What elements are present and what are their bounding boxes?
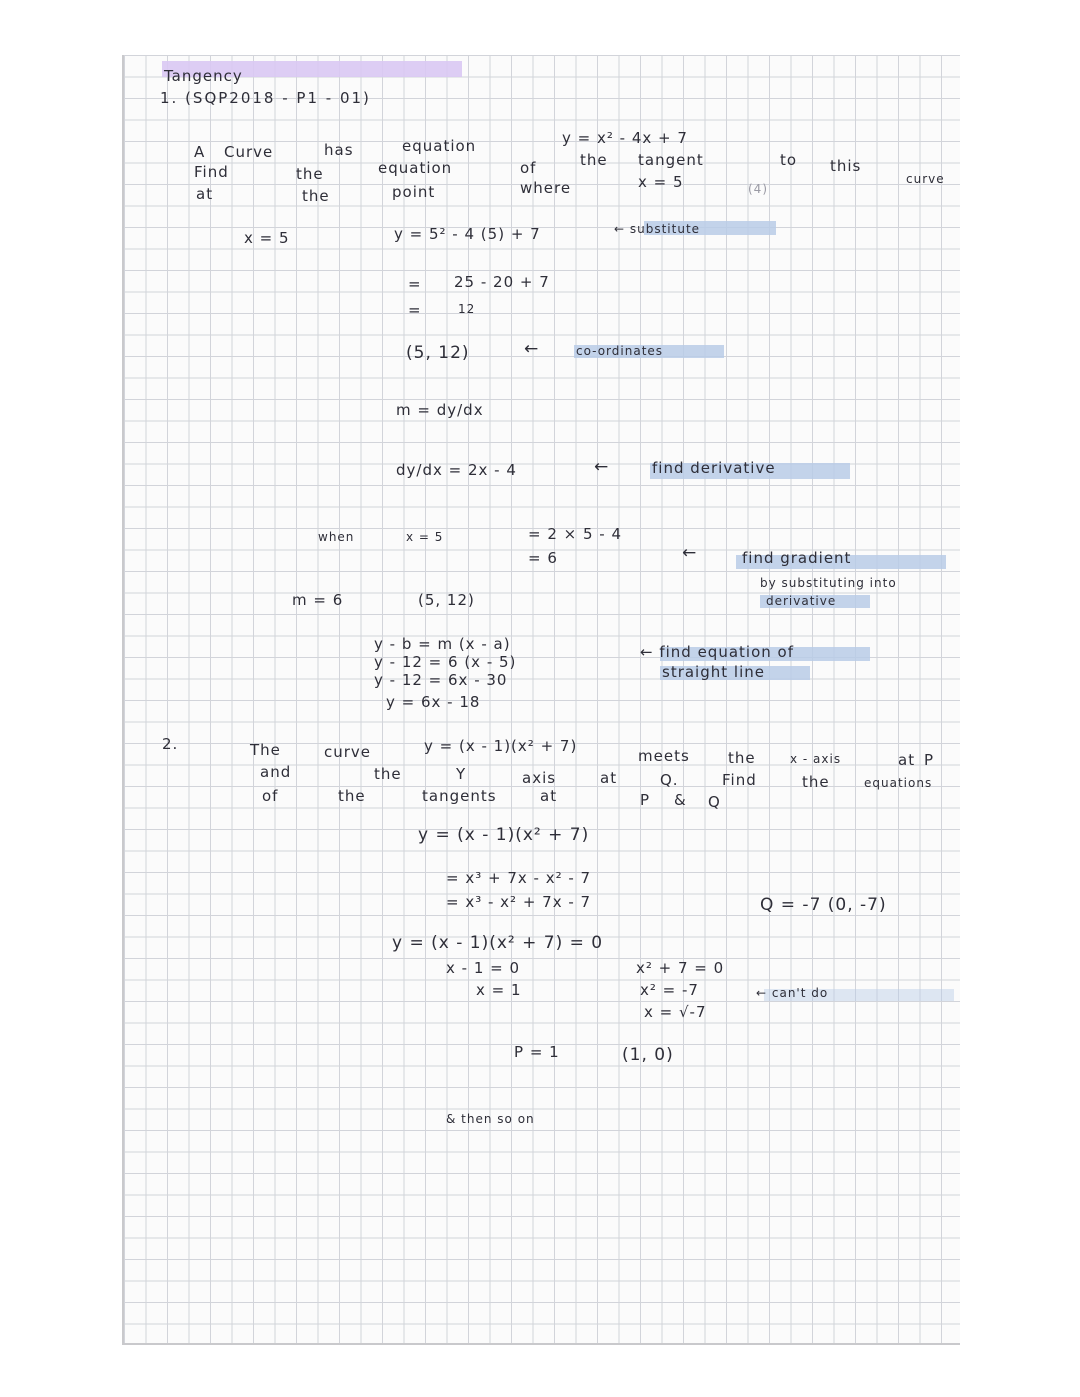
q1-word: has — [324, 141, 354, 159]
q2-word: P — [924, 751, 935, 769]
q1-word: equation — [378, 159, 453, 177]
q2-word: the — [728, 749, 756, 767]
q1-equals: = — [408, 301, 422, 319]
q1-coordinates-note: co-ordinates — [576, 344, 664, 358]
q2-footer-note: & then so on — [446, 1112, 535, 1126]
q1-when: when — [318, 530, 355, 544]
q1-arrow: ← — [682, 543, 698, 563]
q2-working: = x³ - x² + 7x - 7 — [446, 893, 592, 911]
q1-word: the — [302, 187, 330, 205]
q1-line-note: ← find equation of — [640, 643, 794, 661]
q2-word: of — [262, 787, 279, 805]
q2-word: at — [898, 751, 916, 769]
q1-word: this — [830, 157, 862, 175]
q2-number: 2. — [162, 735, 179, 753]
q1-word: curve — [906, 172, 945, 186]
q1-line-equation: y = 6x - 18 — [386, 693, 481, 711]
q1-word: the — [296, 165, 324, 183]
q2-word: & — [674, 791, 687, 809]
q1-word: of — [520, 159, 537, 177]
q2-word: tangents — [422, 787, 497, 805]
q1-word: where — [520, 179, 572, 197]
q2-note: ← can't do — [756, 986, 829, 1000]
q2-curve-equation: y = (x - 1)(x² + 7) — [424, 737, 578, 755]
q2-word: at — [540, 787, 558, 805]
topic-title: Tangency — [164, 67, 243, 85]
q1-line-note: straight line — [662, 663, 765, 681]
q2-p-value: P = 1 — [514, 1043, 560, 1061]
q1-word: Curve — [224, 143, 274, 161]
q2-word: and — [260, 763, 292, 781]
q2-word: axis — [522, 769, 557, 787]
q2-working: y = (x - 1)(x² + 7) = 0 — [392, 933, 604, 953]
q1-marks: (4) — [748, 182, 768, 196]
q2-word: The — [250, 741, 281, 759]
q1-evaluate: = 2 × 5 - 4 — [528, 525, 623, 543]
q1-step: 25 - 20 + 7 — [454, 273, 550, 291]
q1-gradient-note: derivative — [766, 594, 837, 608]
q1-word: Find — [194, 163, 229, 181]
q1-gradient-value: m = 6 — [292, 591, 344, 609]
q1-word: x = 5 — [638, 173, 684, 191]
q2-word: equations — [864, 776, 933, 790]
q2-word: x - axis — [790, 752, 842, 766]
q1-arrow: ← — [524, 339, 540, 359]
q1-line-equation: y - 12 = 6 (x - 5) — [374, 653, 517, 671]
q1-line-equation: y - b = m (x - a) — [374, 635, 511, 653]
question-source: 1. (SQP2018 - P1 - 01) — [160, 89, 371, 107]
q2-word: Q — [708, 793, 721, 811]
q1-arrow: ← — [594, 457, 610, 477]
q1-when-x: x = 5 — [406, 530, 444, 544]
q1-line-equation: y - 12 = 6x - 30 — [374, 671, 508, 689]
q2-word: curve — [324, 743, 372, 761]
q1-word: the — [580, 151, 608, 169]
q1-substitute-note: ← substitute — [614, 222, 701, 236]
q2-working: x² + 7 = 0 — [636, 959, 725, 977]
q2-working: y = (x - 1)(x² + 7) — [418, 825, 590, 845]
q1-gradient-definition: m = dy/dx — [396, 401, 484, 419]
q1-equals: = — [408, 275, 422, 293]
q1-step: 12 — [458, 302, 476, 316]
q2-working: = x³ + 7x - x² - 7 — [446, 869, 592, 887]
q2-word: the — [374, 765, 402, 783]
q1-word: tangent — [638, 151, 704, 169]
notebook-page — [122, 55, 960, 1345]
q1-coordinates: (5, 12) — [406, 343, 470, 363]
q1-gradient-note: by substituting into — [760, 576, 897, 590]
q2-word: the — [338, 787, 366, 805]
q2-q-point: Q = -7 (0, -7) — [760, 895, 887, 915]
q2-word: meets — [638, 747, 690, 765]
q1-evaluate: = 6 — [528, 549, 558, 567]
q1-word: to — [780, 151, 798, 169]
q1-x-value: x = 5 — [244, 229, 290, 247]
q1-derivative-note: find derivative — [652, 459, 776, 477]
q2-word: at — [600, 769, 618, 787]
q2-word: Y — [456, 765, 467, 783]
q1-substitution: y = 5² - 4 (5) + 7 — [394, 225, 541, 243]
q1-word: equation — [402, 137, 477, 155]
q1-word: point — [392, 183, 436, 201]
q2-working: x = √-7 — [644, 1003, 707, 1021]
q2-word: P — [640, 791, 651, 809]
q2-word: the — [802, 773, 830, 791]
q1-point: (5, 12) — [418, 591, 475, 609]
q1-word: at — [196, 185, 214, 203]
q2-working: x² = -7 — [640, 981, 699, 999]
q2-p-point: (1, 0) — [622, 1045, 674, 1065]
q2-word: Find — [722, 771, 757, 789]
q2-working: x = 1 — [476, 981, 522, 999]
q1-curve-equation: y = x² - 4x + 7 — [562, 129, 688, 147]
q2-word: Q. — [660, 771, 679, 789]
q1-gradient-note: find gradient — [742, 549, 852, 567]
q2-working: x - 1 = 0 — [446, 959, 521, 977]
q1-word: A — [194, 143, 206, 161]
q1-derivative: dy/dx = 2x - 4 — [396, 461, 517, 479]
